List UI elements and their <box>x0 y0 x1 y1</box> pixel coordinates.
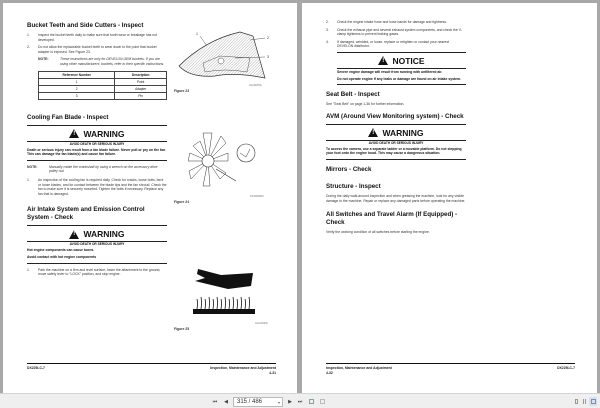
figure-caption: Figure 25 <box>174 327 190 331</box>
left-text-column <box>27 22 167 280</box>
bucket-tooth-figure <box>175 28 275 83</box>
figure-caption: Figure 23 <box>174 89 190 93</box>
svg-text:2: 2 <box>267 36 269 40</box>
continuous-page-icon <box>583 399 587 404</box>
previous-page-icon: ◀ <box>224 398 228 405</box>
page-4-31: Bucket Teeth and Side Cutters - Inspect 1. Inspect the bucket teeth daily to make sure that tooth wear or breakage has not developed. 2. Do not allow the replaceable bucket teeth to wear down to the point that bucket adapter is exposed. See Figure 23. NOTE: These instructions are only for DEVELON OEM buckets. If you are using other manufacturers' buckets, refer to their specific instructions. Reference Number Description 1 Point 2 Adapter 3 Pin Cooling Fan Blade - Inspect ! WARNING AVOID DEATH OR SERIOUS INJURY Death or serious injury can result from a fan blade failure. Never pull or pry on the fan. This can damage the fan blade(s) and cause fan failure. NOTE: Manually rotate the crankshaft by using a wrench on the accessory drive pulley nut. 1. An inspection of the cooling fan is required daily. Check for cracks, loose bolts, bent or loose blades, and for contact between the blade tips and the fan shroud. Check the fan to make sure it is securely mounted. Tighten the bolts if necessary. Replace any fan that is damaged. Air Intake System and Emission Control System - Check ! WARNING AVOID DEATH OR SERIOUS INJURY Hot engine components can cause burns. Avoid contact with hot engine components 1. Park the machine on a firm and level surface, lower the attachment to the ground, move safety lever to "LOCK" position, and stop engine. 1 2 3 HAOE870L Figure 23 DS1900845 Figure 24 HAOA530L Figure 25 DX225LC-7 Inspection, Maintenance and Adjustment 4-31 <box>3 3 297 393</box>
list-item: 4. If damaged, wrinkled, or loose, replace or retighten or contact your nearest DEVELON distributor. <box>326 39 449 49</box>
warning-triangle-icon <box>69 129 79 138</box>
single-page-icon <box>575 399 579 404</box>
last-page-icon: ⏭ <box>297 398 303 405</box>
extract-page-button[interactable] <box>318 397 326 406</box>
warning-box: ! WARNING AVOID DEATH OR SERIOUS INJURY Hot engine components can cause burns. Avoid contact with hot engine components <box>27 225 167 263</box>
list-item: 2. Check the engine intake hose and hose bands for damage and tightness. <box>326 20 447 24</box>
table-row: 1 Point <box>39 78 167 85</box>
copy-page-button[interactable] <box>307 397 315 406</box>
page-footer: DX225LC-7 Inspection, Maintenance and Adjustment 4-32 <box>326 363 575 375</box>
list-item: 1. Park the machine on a firm and level surface, lower the attachment to the ground, move safety lever to "LOCK" position, and stop engine. <box>27 267 161 277</box>
previous-page-button[interactable] <box>222 397 230 406</box>
note: NOTE: Manually rotate the crankshaft by using a wrench on the accessory drive pulley nut. <box>27 164 158 174</box>
section-title-avm: AVM (Around View Monitoring system) - Check <box>326 112 464 120</box>
list-item: 1. An inspection of the cooling fan is required daily. Check for cracks, loose bolts, bent or loose blades, and for contact between the blade tips and the fan shroud. Check the fan to make sure it is securely mounted. Tighten the bolts if necessary. Replace any fan that is damaged. <box>27 177 167 196</box>
section-title-switches: All Switches and Travel Alarm (If Equipped) - Check <box>326 211 458 227</box>
section-title-fan: Cooling Fan Blade - Inspect <box>27 113 109 121</box>
two-page-icon <box>591 399 596 404</box>
warning-triangle-icon <box>368 128 378 137</box>
warning-box: ! WARNING AVOID DEATH OR SERIOUS INJURY Death or serious injury can result from a fan blade failure. Never pull or pry on the fan. This can damage the fan blade(s) and cause fan failure. <box>27 125 167 161</box>
page-4-32 <box>302 3 597 393</box>
chevron-down-icon[interactable]: ▾ <box>277 399 280 405</box>
svg-text:1: 1 <box>196 32 198 36</box>
page-footer: DX225LC-7 Inspection, Maintenance and Adjustment 4-31 <box>27 363 276 375</box>
list-item: 1. Inspect the bucket teeth daily to make sure that tooth wear or breakage has not developed. <box>27 33 157 42</box>
svg-text:3: 3 <box>267 55 269 59</box>
warning-triangle-icon <box>69 230 79 239</box>
page-number-field[interactable]: 315 / 486 ▾ <box>233 397 283 407</box>
single-page-view-button[interactable] <box>573 397 580 406</box>
notice-box: ! NOTICE Severe engine damage will result from running with unfiltered air. Do not operate engine if any leaks or damage are found on air intake system. <box>337 52 466 85</box>
table-row: 2 Adapter <box>39 85 167 92</box>
first-page-icon: ⏮ <box>212 398 218 405</box>
hot-surface-hand-figure <box>193 261 257 316</box>
section-title-structure: Structure - Inspect <box>326 182 381 190</box>
section-title-air-intake: Air Intake System and Emission Control System - Check <box>27 206 145 222</box>
table-row: 3 Pin <box>39 92 167 99</box>
list-item: 3. Check the exhaust pipe and several exhaust system components, and check the V-clamp tightness to prevent leaking gases. <box>326 27 462 37</box>
first-page-button[interactable] <box>211 397 219 406</box>
right-text-column: 2. Check the engine intake hose and hose bands for damage and tightness. 3. Check the exhaust pipe and several exhaust system components, and check the V-clamp tightness to prevent leaking gases. 4. If damaged, wrinkled, or loose, replace or retighten or contact your nearest DEVELON distributor. ! NOTICE Severe engine damage will result from running with unfiltered air. Do not operate engine if any leaks or damage are found on air intake system. Seat Belt - Inspect See "Seat Belt" on page 1-36 for further information. AVM (Around View Monitoring system) - Check ! WARNING AVOID DEATH OR SERIOUS INJURY To access the camera, use a separate ladder or a movable platform. Do not stepping your foot onto the engine hood. This may cause a dangerous situation. Mirrors - Check Structure - Inspect During the daily walk-around inspection and when greasing the machine, look for any visible damage to the machine. Repair or replace any damaged parts before operating the machine. All Switches and Travel Alarm (If Equipped) - Check Verify the working condition of all switches before starting the engine. <box>326 20 466 235</box>
list-item: 2. Do not allow the replaceable bucket teeth to wear down to the point that bucket adapter is exposed. See Figure 23. <box>27 45 157 54</box>
reference-table <box>38 71 167 100</box>
warning-triangle-icon <box>378 56 388 65</box>
last-page-button[interactable] <box>296 397 304 406</box>
section-title-mirrors: Mirrors - Check <box>326 165 372 173</box>
warning-box: ! WARNING AVOID DEATH OR SERIOUS INJURY To access the camera, use a separate ladder or a movable platform. Do not stepping your foot onto the engine hood. This may cause a dangerous situation. <box>326 124 466 160</box>
pages-icon <box>320 399 325 404</box>
section-title-bucket: Bucket Teeth and Side Cutters - Inspect <box>27 22 144 29</box>
two-page-view-button[interactable] <box>589 397 597 406</box>
next-page-button[interactable] <box>286 397 294 406</box>
note: NOTE: These instructions are only for DEVELON OEM buckets. If you are using other manufacturers' buckets, refer to their specific instructions. <box>38 57 165 66</box>
cooling-fan-figure <box>188 131 268 191</box>
copy-icon <box>309 399 314 404</box>
next-page-icon: ▶ <box>288 398 292 405</box>
viewer-toolbar <box>0 393 600 408</box>
continuous-view-button[interactable] <box>581 397 588 406</box>
table-header-row: Reference Number Description <box>39 71 167 78</box>
section-title-seat-belt: Seat Belt - Inspect <box>326 91 380 99</box>
figure-caption: Figure 24 <box>174 200 190 204</box>
